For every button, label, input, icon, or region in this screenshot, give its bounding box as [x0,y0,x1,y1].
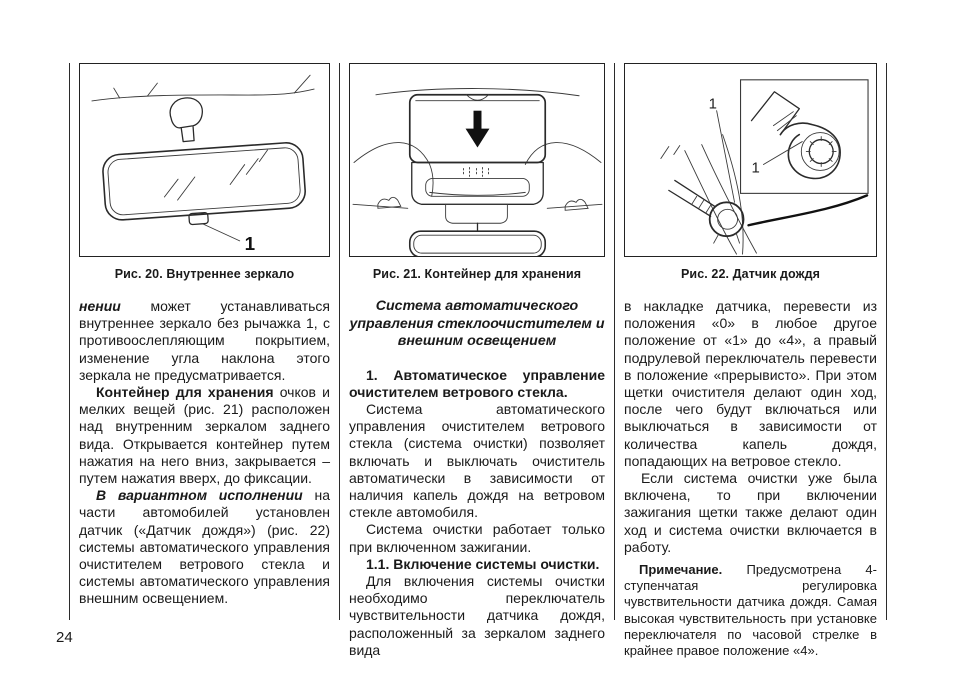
page-number: 24 [56,629,73,646]
paragraph: Для включения системы очистки необходимо переключатель чувствительности датчика дождя, расположенный за зеркалом заднего вида [349,572,605,658]
paragraph-text: очков и мелких вещей (рис. 21) расположен над внутренним зеркалом заднего вида. Открывается контейнер путем нажатия на него вниз, закрывается – путем нажатия вверх, до фиксации. [79,384,330,487]
note-lead: Примечание. [639,562,723,578]
paragraph-text: на части автомобилей установлен датчик («Датчик дождя») (рис. 22) системы автоматического управления очистителем ветрового стекла и системы автоматического управления внешним освещением. [79,487,330,607]
column-2 [339,63,614,658]
paragraph-lead: В вариантном исполнении [96,487,303,504]
content-area [69,63,887,659]
figure-20-caption: Рис. 20. Внутреннее зеркало [114,267,295,281]
paragraph [79,487,330,607]
paragraph-lead: Контейнер для хранения [96,384,274,401]
storage-container-illustration [350,64,604,256]
figure-22-inset-label: 1 [751,159,760,177]
subheading: 1. Автоматическое управление очистителем ветрового стекла. [349,366,605,400]
column-3-text [624,298,877,659]
column-1-text [79,298,330,608]
figure-21-caption: Рис. 21. Контейнер для хранения [372,267,582,281]
column-1 [69,63,339,620]
subheading: 1.1. Включение системы очистки. [366,555,600,572]
note-paragraph [624,562,877,659]
column-2-text [349,298,605,659]
paragraph-text: может устанавливаться внутреннее зеркало без рычажка 1, с противоослепляющим покрытием, изменение угла наклона этого зеркала не предусматривается. [79,298,330,383]
figure-22-caption: Рис. 22. Датчик дождя [680,267,820,281]
paragraph [79,384,330,487]
figure-20-box [79,63,330,257]
figure-21-box [349,63,605,257]
paragraph-lead: нении [79,298,121,314]
rain-sensor-illustration [625,64,876,256]
paragraph: Система автоматического управления очистителем ветрового стекла (система очистки) позволяет включать и выключать очиститель автоматически в зависимости от наличия капель дождя на ветровом стекле автомобиля. [349,400,605,521]
figure-22-box [624,63,877,257]
paragraph [79,298,330,384]
interior-mirror-illustration [80,64,329,256]
figure-20-label: 1 [244,232,256,254]
note-text: Предусмотрена 4-ступенчатая регулировка чувствительности датчика дождя. Самая высокая чувствительность при установке переключателя по часовой стрелке в крайнее правое положение «4». [624,562,877,659]
paragraph: Система очистки работает только при включенном зажигании. [349,521,605,555]
paragraph: Если система очистки уже была включена, то при включении зажигания щетки также делают один ход и система очистки включается в работу. [624,470,877,555]
paragraph: в накладке датчика, перевести из положения «0» в любое другое положение от «1» до «4», а правый подрулевой переключатель перевести в положение «прерывисто». При этом щетки очистителя делают один ход, после чего будут включаться или выключаться в зависимости от количества капель дождя, попадающих на ветровое стекло. [624,298,877,469]
column-3 [614,63,886,659]
figure-22-label: 1 [708,95,717,113]
section-heading: Система автоматического управления стеклоочистителем и внешним освещением [349,298,605,349]
